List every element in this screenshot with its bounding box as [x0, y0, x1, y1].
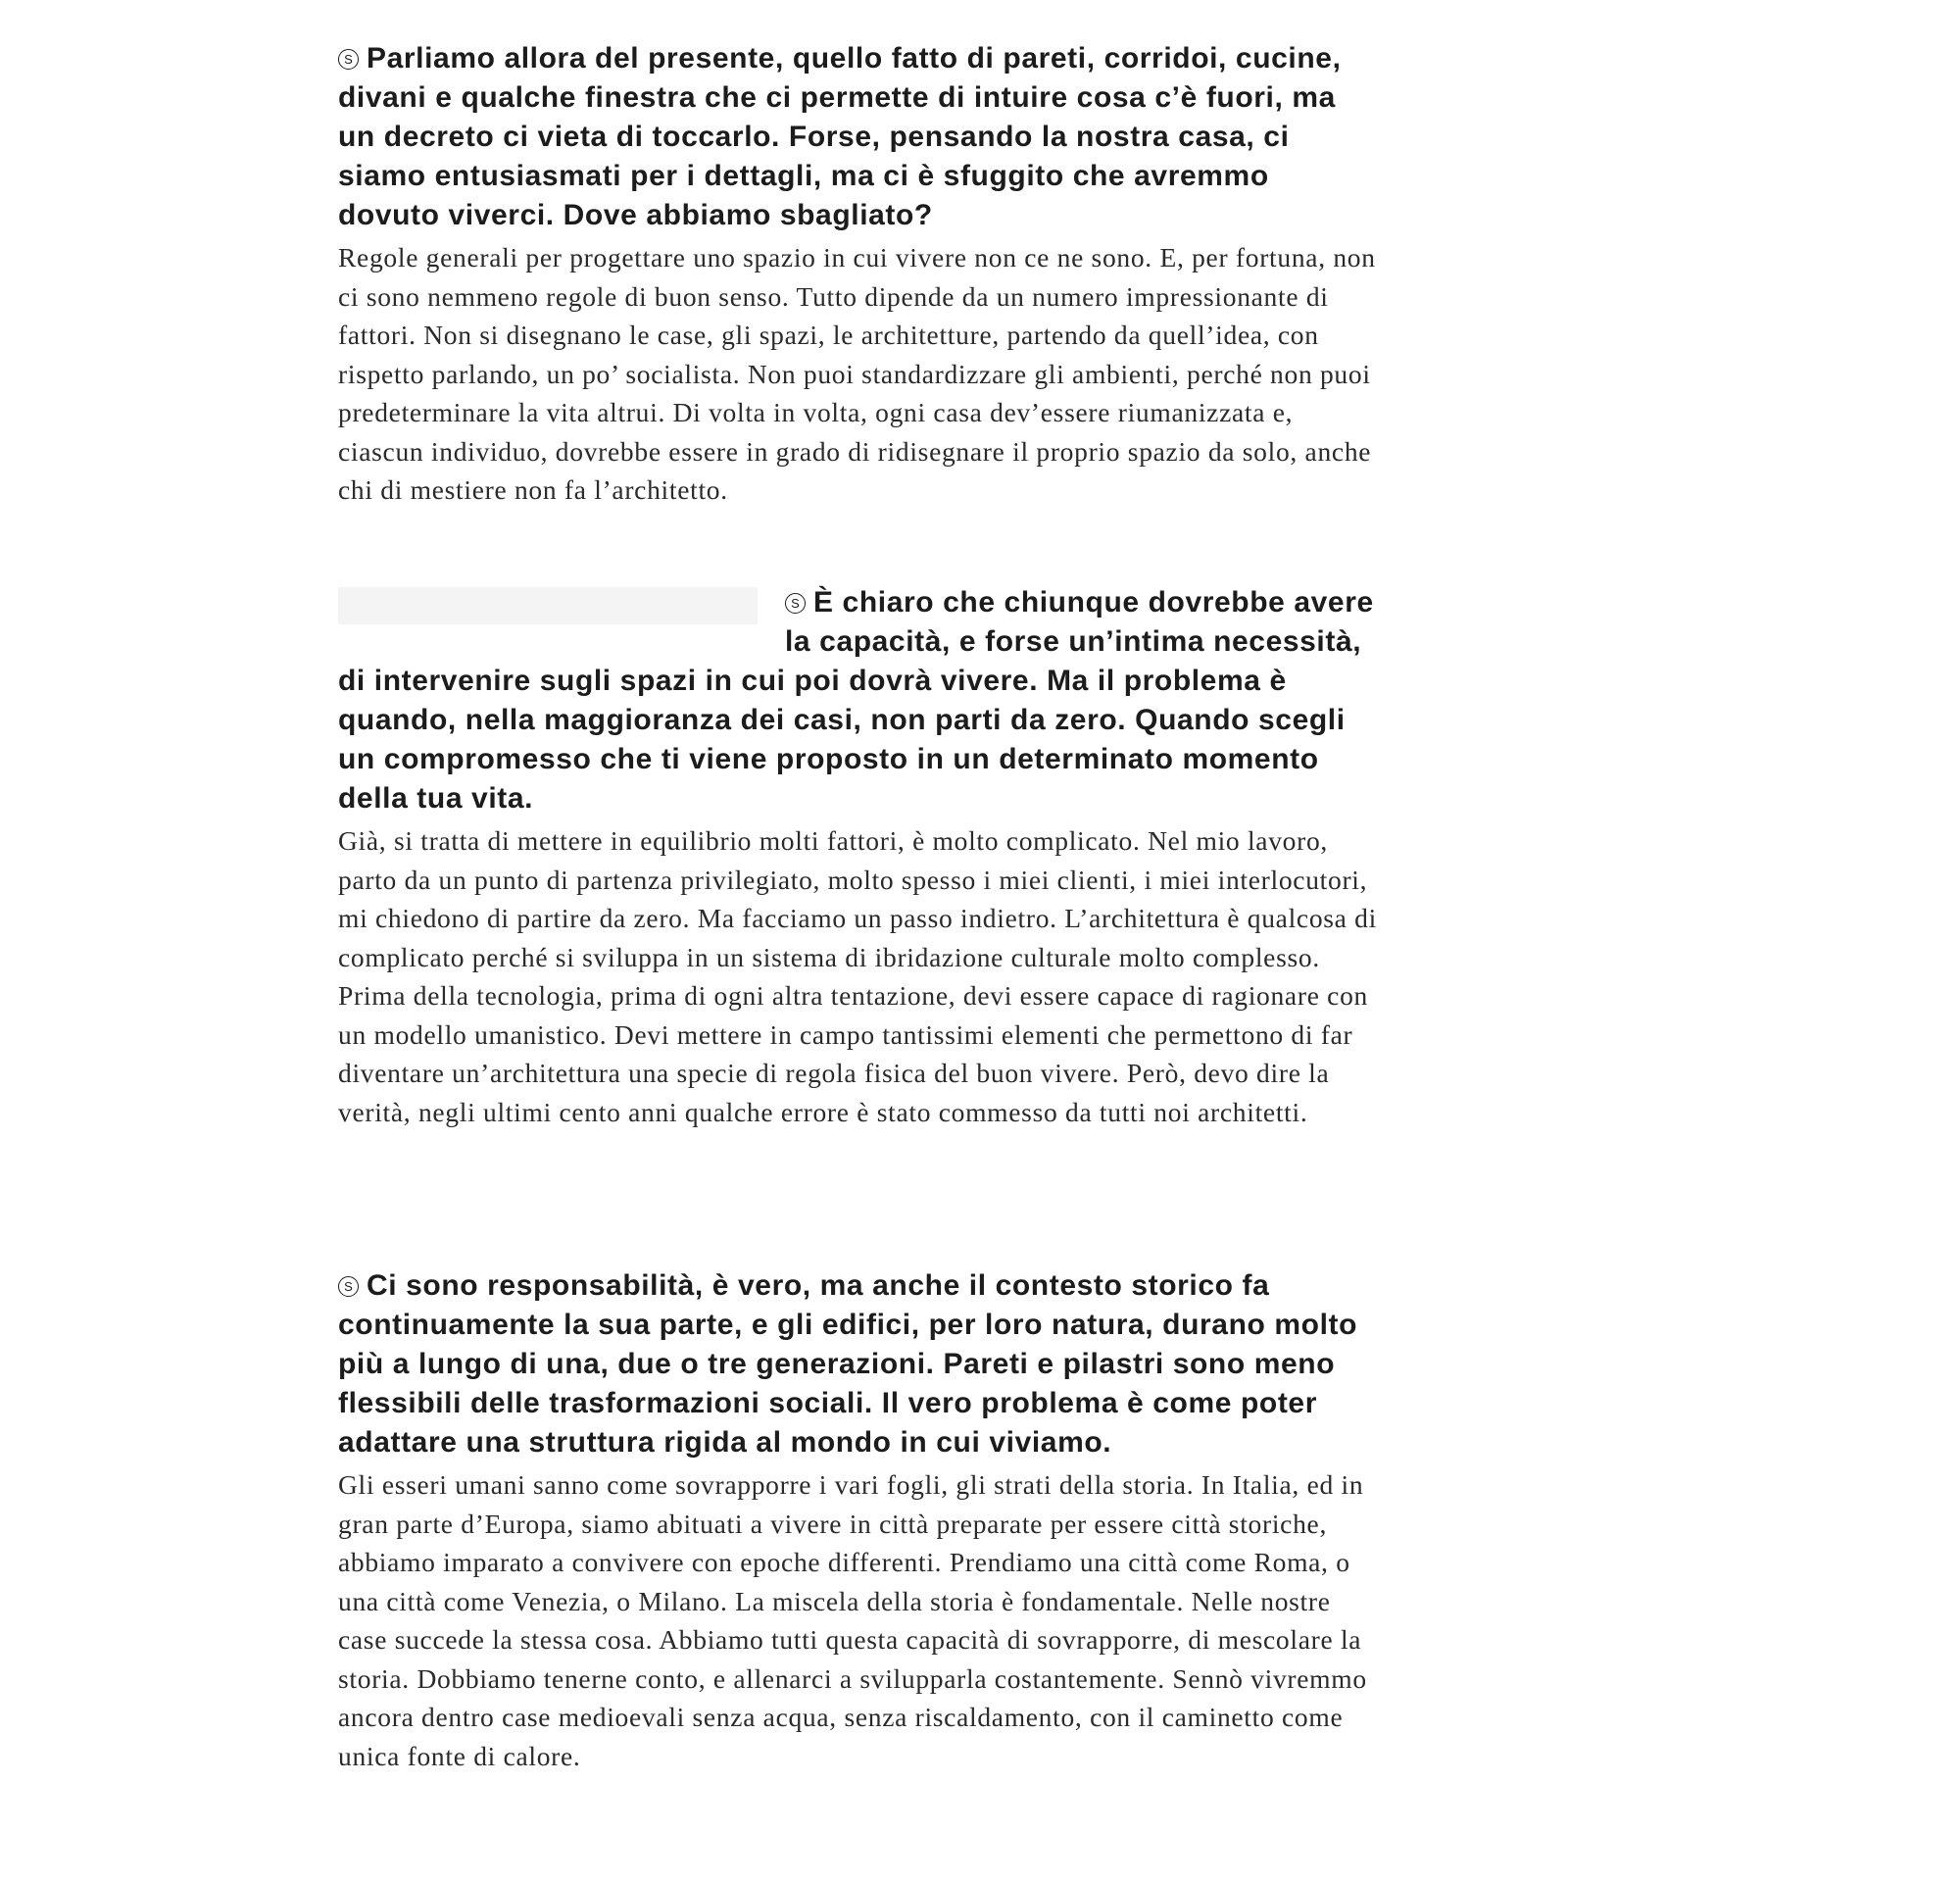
- interview-article: [338, 39, 1377, 1775]
- answer-1: Regole generali per progettare uno spazio in cui vivere non ce ne sono. E, per fortuna, non ci sono nemmeno regole di buon senso. Tutto dipende da un numero impressionante di fattori. Non si disegnano le case, gli spazi, le architetture, partendo da quell’idea, con rispetto parlando, un po’ socialista. Non puoi standardizzare gli ambienti, perché non puoi predeterminare la vita altrui. Di volta in volta, ogni casa dev’essere riumanizzata e, ciascun individuo, dovrebbe essere in grado di ridisegnare il proprio spazio da solo, anche chi di mestiere non fa l’architetto.: [338, 242, 1376, 505]
- qa-block-1: [338, 39, 1377, 583]
- qa-block-3: [338, 1266, 1377, 1775]
- question-1-text: Parliamo allora del presente, quello fatto di pareti, corridoi, cucine, divani e qualche finestra che ci permette di intuire cosa c’è fuori, ma un decreto ci vieta di toccarlo. Forse, pensando la nostra casa, ci siamo entusiasmati per i dettagli, ma ci è sfuggito che avremmo dovuto viverci. Dove abbiamo sbagliato?: [338, 42, 1342, 231]
- answer-2: Già, si tratta di mettere in equilibrio molti fattori, è molto complicato. Nel mio lavoro, parto da un punto di partenza privilegiato, molto spesso i miei clienti, i miei interlocutori, mi chiedono di partire da zero. Ma facciamo un passo indietro. L’architettura è qualcosa di complicato perché si sviluppa in un sistema di ibridazione culturale molto complesso. Prima della tecnologia, prima di ogni altra tentazione, devi essere capace di ragionare con un modello umanistico. Devi mettere in campo tantissimi elementi che permettono di far diventare un’architettura una specie di regola fisica del buon vivere. Però, devo dire la verità, negli ultimi cento anni qualche errore è stato commesso da tutti noi architetti.: [338, 825, 1377, 1127]
- qa-block-2: [338, 583, 1377, 1266]
- question-1: [338, 39, 1377, 235]
- question-2-text: È chiaro che chiunque dovrebbe avere la capacità, e forse un’intima necessità, di intervenire sugli spazi in cui poi dovrà vivere. Ma il problema è quando, nella maggioranza dei casi, non parti da zero. Quando scegli un compromesso che ti viene proposto in un determinato momento della tua vita.: [338, 586, 1374, 815]
- answer-3: Gli esseri umani sanno come sovrapporre i vari fogli, gli strati della storia. In Italia, ed in gran parte d’Europa, siamo abituati a vivere in città preparate per essere città storiche, abbiamo imparato a convivere con epoche differenti. Prendiamo una città come Roma, o una città come Venezia, o Milano. La miscela della storia è fondamentale. Nelle nostre case succede la stessa cosa. Abbiamo tutti questa capacità di sovrapporre, di mescolare la storia. Dobbiamo tenerne conto, e allenarci a svilupparla costantemente. Sennò vivremmo ancora dentro case medioevali senza acqua, senza riscaldamento, con il caminetto come unica fonte di calore.: [338, 1469, 1367, 1771]
- speaker-s-icon: S: [338, 49, 359, 70]
- speaker-s-icon: S: [785, 593, 806, 614]
- speaker-s-icon: S: [338, 1276, 359, 1297]
- question-3-text: Ci sono responsabilità, è vero, ma anche il contesto storico fa continuamente la sua parte, e gli edifici, per loro natura, durano molto più a lungo di una, due o tre generazioni. Pareti e pilastri sono meno flessibili delle trasformazioni sociali. Il vero problema è come poter adattare una struttura rigida al mondo in cui viviamo.: [338, 1269, 1358, 1459]
- image-placeholder: [338, 587, 758, 624]
- question-3: [338, 1266, 1377, 1462]
